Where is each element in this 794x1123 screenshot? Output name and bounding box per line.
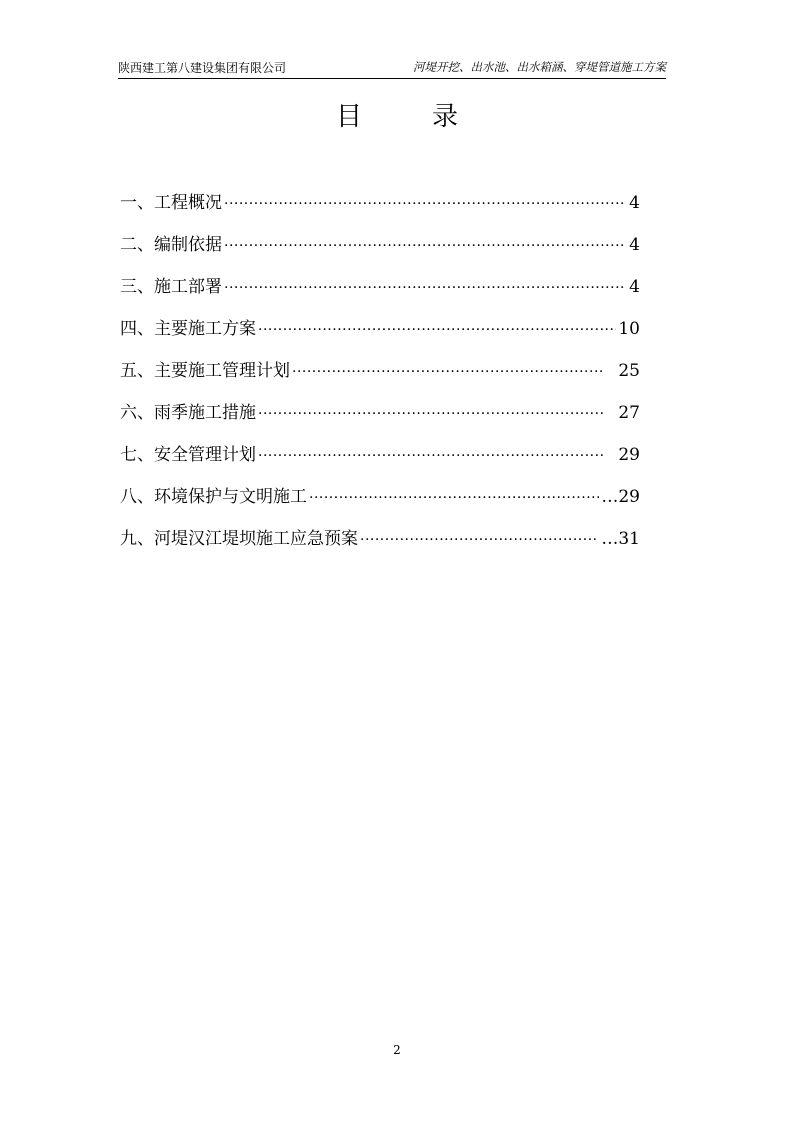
toc-entry[interactable] — [120, 440, 640, 482]
toc-entry-label: 一、工程概况 — [120, 193, 222, 213]
header-doc-title: 河堤开挖、出水池、出水箱涵、穿堤管道施工方案 — [413, 60, 666, 74]
toc-entry[interactable] — [120, 314, 640, 356]
toc-entry-label: 五、主要施工管理计划 — [120, 361, 290, 381]
toc-entry-page: 4 — [629, 235, 640, 255]
header-company: 陕西建工第八建设集团有限公司 — [118, 61, 287, 75]
toc-entry[interactable] — [120, 230, 640, 272]
toc-entry-label: 七、安全管理计划 — [120, 445, 256, 465]
toc-title-char-1: 目 — [335, 102, 362, 132]
toc-leader — [258, 322, 616, 338]
toc-entry[interactable] — [120, 272, 640, 314]
toc-leader — [309, 490, 599, 506]
toc-entry-label: 六、雨季施工措施 — [120, 403, 256, 423]
toc-entry[interactable] — [120, 482, 640, 524]
toc-entry-label: 九、河堤汉江堤坝施工应急预案 — [120, 529, 358, 549]
toc-entry-page: 4 — [629, 193, 640, 213]
toc-entry-page: 25 — [618, 361, 640, 381]
toc-entry-page: 29 — [618, 445, 640, 465]
toc-entry-page: 10 — [618, 319, 640, 339]
toc-leader — [224, 238, 624, 254]
toc-entry-page: 4 — [629, 277, 640, 297]
toc-entry-page: …31 — [601, 529, 640, 549]
toc-entry[interactable] — [120, 398, 640, 440]
toc-entry-label: 八、环境保护与文明施工 — [120, 487, 307, 507]
toc-entry[interactable] — [120, 524, 640, 566]
toc-leader — [360, 532, 599, 548]
toc-entry-label: 二、编制依据 — [120, 235, 222, 255]
toc-leader — [258, 406, 604, 422]
page-number: 2 — [393, 1043, 401, 1057]
toc-title — [0, 102, 794, 132]
toc-leader — [258, 448, 604, 464]
toc-entry-page: …29 — [601, 487, 640, 507]
toc-entry[interactable] — [120, 356, 640, 398]
toc-leader — [292, 364, 604, 380]
table-of-contents — [120, 188, 640, 566]
toc-entry-page: 27 — [618, 403, 640, 423]
toc-entry-label: 三、施工部署 — [120, 277, 222, 297]
toc-leader — [224, 196, 624, 212]
toc-entry-label: 四、主要施工方案 — [120, 319, 256, 339]
toc-entry[interactable] — [120, 188, 640, 230]
page-header — [118, 56, 666, 79]
toc-title-char-2: 录 — [432, 102, 459, 132]
toc-leader — [224, 280, 624, 296]
